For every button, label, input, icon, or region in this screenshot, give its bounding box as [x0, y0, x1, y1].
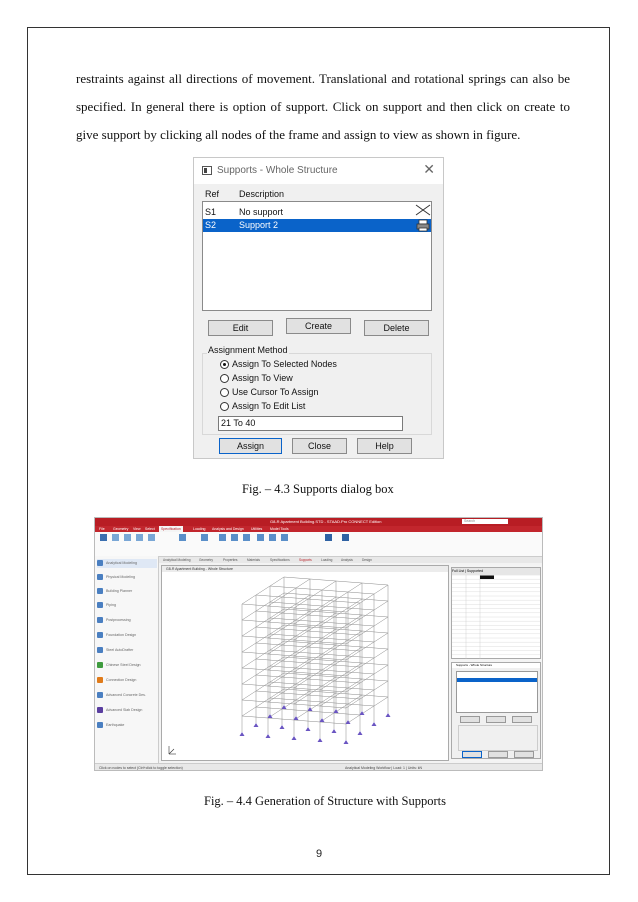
frame-member — [294, 672, 320, 674]
frame-member — [320, 610, 346, 612]
app-titlebar — [95, 518, 542, 526]
frame-member — [268, 606, 294, 608]
edit-button[interactable]: Edit — [208, 320, 273, 336]
frame-member — [294, 720, 320, 722]
figure-caption-4-4: Fig. – 4.4 Generation of Structure with Supports — [204, 794, 446, 808]
frame-member — [294, 656, 320, 658]
frame-member — [268, 670, 294, 672]
frame-member — [334, 601, 360, 603]
workflow-icon — [97, 707, 103, 713]
support-list[interactable] — [202, 201, 432, 311]
dialog-titlebar — [194, 158, 443, 184]
frame-member — [256, 659, 282, 661]
sidebar-item-earthquake[interactable]: Earthquake — [97, 721, 157, 730]
status-left: Click on nodes to select (Ctrl+click to toggle selection) — [99, 766, 183, 770]
delete-x-icon[interactable] — [415, 204, 431, 216]
frame-member — [268, 638, 294, 640]
model-viewport[interactable] — [161, 565, 449, 761]
sidebar-item-connection-design[interactable]: Connection Design — [97, 676, 157, 685]
frame-member — [270, 577, 284, 586]
tab[interactable]: Analysis — [341, 558, 353, 562]
frame-member — [256, 691, 282, 693]
ribbon-button[interactable] — [146, 534, 156, 541]
support-marker-icon — [266, 734, 271, 738]
supports-dialog — [193, 157, 444, 459]
support-marker-icon — [358, 731, 363, 735]
frame-member — [334, 713, 360, 715]
frame-member — [242, 595, 256, 604]
frame-member — [374, 649, 388, 658]
frame-member — [256, 595, 282, 597]
workflow-icon — [97, 722, 103, 728]
mini-assignment-group — [458, 725, 538, 751]
ribbon-button[interactable] — [217, 534, 227, 541]
tab[interactable]: Loading — [321, 558, 333, 562]
frame-member — [320, 674, 346, 676]
frame-member — [242, 643, 256, 652]
mini-dialog-title: Supports - Whole Structure — [452, 663, 540, 668]
frame-member — [334, 697, 360, 699]
ribbon-button[interactable] — [267, 534, 277, 541]
workflow-icon — [97, 647, 103, 653]
frame-member — [336, 581, 362, 583]
frame-member — [242, 675, 256, 684]
list-item-selected[interactable]: S2 Support 2 — [203, 219, 431, 232]
frame-member — [282, 645, 308, 647]
body-paragraph: restraints against all directions of movement. Translational and rotational springs can also be specified. In general there is option of support. Click on support and then click on create to give support by clicking all nodes of the frame and assign to view as shown in figure. — [76, 71, 570, 142]
frame-member — [294, 688, 320, 690]
mini-delete-button[interactable] — [512, 716, 532, 723]
frame-member — [334, 681, 360, 683]
ribbon-button[interactable] — [98, 534, 108, 541]
mini-create-button[interactable] — [486, 716, 506, 723]
menu-item[interactable]: Geometry — [113, 527, 129, 531]
viewport-title: G8-R Apartment Building - Whole Structure — [162, 566, 448, 572]
frame-member — [296, 588, 322, 590]
menu-item[interactable]: Model Tools — [270, 527, 289, 531]
workflow-icon — [97, 662, 103, 668]
frame-member — [268, 686, 294, 688]
workflow-icon — [97, 574, 103, 580]
workflow-icon — [97, 560, 103, 566]
frame-member — [320, 706, 346, 708]
support-marker-icon — [372, 722, 377, 726]
frame-member — [334, 633, 360, 635]
tab[interactable]: Materials — [247, 558, 260, 562]
support-marker-icon — [344, 740, 349, 744]
frame-member — [320, 626, 346, 628]
tab[interactable]: Analytical Modeling — [163, 558, 191, 562]
frame-member — [242, 627, 256, 636]
frame-member — [242, 604, 268, 606]
frame-member — [256, 675, 282, 677]
frame-member — [242, 652, 268, 654]
support-marker-icon — [386, 713, 391, 717]
tab-supports-active[interactable]: Supports — [299, 558, 312, 562]
frame-member — [320, 658, 346, 660]
radio-assign-edit-list[interactable]: Assign To Edit List — [220, 401, 305, 411]
status-right: Analytical Modeling Workflow | Load: 1 | Units: kN — [345, 766, 423, 770]
column-header-ref: Ref — [205, 189, 220, 199]
frame-member — [308, 663, 334, 665]
close-icon[interactable]: ✕ — [423, 161, 435, 177]
frame-member — [334, 665, 360, 667]
frame-member — [282, 677, 308, 679]
dialog-title: Supports - Whole Structure — [217, 165, 338, 176]
radio-unchecked-icon — [220, 388, 229, 397]
frame-member — [348, 583, 362, 592]
ribbon-button[interactable] — [340, 534, 350, 541]
tab[interactable]: Properties — [223, 558, 238, 562]
structure-frame-drawing — [162, 572, 448, 760]
close-button[interactable]: Close — [292, 438, 347, 454]
mini-assign-button[interactable] — [462, 751, 482, 758]
frame-member — [282, 661, 308, 663]
frame-member — [256, 611, 282, 613]
frame-member — [308, 695, 334, 697]
frame-member — [270, 586, 296, 588]
assign-button[interactable]: Assign — [219, 438, 282, 454]
mini-list-selected-row[interactable] — [457, 678, 537, 682]
frame-member — [268, 718, 294, 720]
ribbon-button[interactable] — [134, 534, 144, 541]
page-number: 9 — [315, 848, 323, 860]
frame-member — [256, 707, 282, 709]
sidebar-item-foundation-design[interactable]: Foundation Design — [97, 631, 157, 640]
assignment-method-label: Assignment Method — [208, 345, 288, 355]
frame-member — [294, 624, 320, 626]
frame-member — [310, 579, 336, 581]
tab[interactable]: Geometry — [199, 558, 213, 562]
ribbon-button[interactable] — [229, 534, 239, 541]
frame-member — [268, 654, 294, 656]
support-table-grid — [452, 575, 540, 659]
radio-unchecked-icon — [220, 374, 229, 383]
workflow-icon — [97, 588, 103, 594]
frame-member — [348, 592, 374, 594]
figure-caption-4-3: Fig. – 4.3 Supports dialog box — [242, 482, 394, 496]
support-marker-icon — [280, 725, 285, 729]
ribbon-button[interactable] — [199, 534, 209, 541]
frame-member — [296, 579, 310, 588]
list-item[interactable]: S1 No support — [205, 207, 284, 217]
workflow-sidebar — [95, 556, 159, 763]
sidebar-item-steel-autodrafter[interactable]: Steel AutoDrafter — [97, 646, 157, 655]
radio-checked-icon — [220, 360, 229, 369]
menu-item[interactable]: Utilities — [251, 527, 263, 531]
radio-assign-to-view[interactable]: Assign To View — [220, 373, 293, 383]
ribbon-button[interactable] — [255, 534, 265, 541]
tab[interactable]: Specifications — [270, 558, 290, 562]
frame-member — [282, 709, 308, 711]
frame-member — [374, 617, 388, 626]
frame-member — [374, 633, 388, 642]
support-marker-icon — [240, 732, 245, 736]
menu-item[interactable]: View — [133, 527, 141, 531]
delete-button[interactable]: Delete — [364, 320, 429, 336]
frame-member — [320, 642, 346, 644]
frame-member — [374, 681, 388, 690]
app-title: G8-R Apartment Building.STD - STAAD.Pro CONNECT Edition — [270, 519, 382, 524]
menu-item[interactable]: Loading — [193, 527, 206, 531]
frame-member — [362, 583, 388, 585]
sidebar-item-building-planner[interactable]: Building Planner — [97, 587, 157, 596]
support-table-header: Full List | Supported — [452, 568, 540, 575]
frame-member — [374, 697, 388, 706]
frame-member — [308, 631, 334, 633]
frame-member — [256, 627, 282, 629]
frame-member — [242, 700, 268, 702]
menu-item-active[interactable]: Specification — [161, 527, 181, 531]
sidebar-item-postprocessing[interactable]: Postprocessing — [97, 616, 157, 625]
ribbon-button[interactable] — [279, 534, 289, 541]
workflow-icon — [97, 692, 103, 698]
radio-unchecked-icon — [220, 402, 229, 411]
frame-member — [308, 615, 334, 617]
sidebar-item-physical-modeling[interactable]: Physical Modeling — [97, 573, 157, 582]
support-marker-icon — [318, 738, 323, 742]
frame-member — [256, 586, 270, 595]
frame-member — [268, 702, 294, 704]
right-panel — [450, 565, 543, 761]
frame-member — [334, 649, 360, 651]
frame-member — [294, 640, 320, 642]
mini-edit-button[interactable] — [460, 716, 480, 723]
tab[interactable]: Design — [362, 558, 372, 562]
menu-item[interactable]: Analysis and Design — [212, 527, 244, 531]
create-button[interactable]: Create — [286, 318, 351, 334]
radio-assign-selected-nodes[interactable]: Assign To Selected Nodes — [220, 359, 337, 369]
sidebar-item-chinese-steel-design[interactable]: Chinese Steel Design — [97, 661, 157, 670]
frame-member — [242, 707, 256, 716]
frame-member — [374, 601, 388, 610]
support-marker-icon — [332, 729, 337, 733]
workflow-icon — [97, 617, 103, 623]
menu-item[interactable]: Select — [145, 527, 155, 531]
radio-use-cursor[interactable]: Use Cursor To Assign — [220, 387, 318, 397]
edit-list-input[interactable]: 21 To 40 — [218, 416, 403, 431]
sidebar-item-advanced-slab[interactable]: Advanced Slab Design — [97, 706, 157, 715]
mini-close-button[interactable] — [488, 751, 508, 758]
help-button[interactable]: Help — [357, 438, 412, 454]
frame-member — [242, 684, 268, 686]
support-marker-icon — [306, 727, 311, 731]
frame-member — [374, 585, 388, 594]
ribbon-button[interactable] — [110, 534, 120, 541]
sidebar-item-advanced-concrete[interactable]: Advanced Concrete Des. — [97, 691, 157, 700]
ribbon-button[interactable] — [323, 534, 333, 541]
frame-member — [242, 611, 256, 620]
frame-member — [308, 647, 334, 649]
axis-triad-icon — [166, 744, 178, 756]
frame-member — [242, 659, 256, 668]
frame-member — [374, 665, 388, 674]
frame-member — [242, 636, 268, 638]
staad-screenshot — [94, 517, 543, 771]
frame-member — [308, 679, 334, 681]
column-header-description: Description — [239, 189, 285, 199]
search-input[interactable]: Search — [462, 519, 508, 524]
status-bar — [95, 763, 542, 771]
frame-member — [320, 722, 346, 724]
support-marker-icon — [254, 723, 259, 727]
mini-supports-dialog — [451, 662, 541, 759]
sidebar-item-piping[interactable]: Piping — [97, 601, 157, 610]
frame-member — [294, 704, 320, 706]
frame-member — [242, 691, 256, 700]
sidebar-item-analytical-modeling[interactable]: Analytical Modeling — [97, 559, 157, 568]
table-selected-cell — [480, 576, 494, 580]
frame-member — [284, 577, 310, 579]
frame-member — [282, 629, 308, 631]
frame-member — [294, 608, 320, 610]
frame-member — [242, 668, 268, 670]
workflow-icon — [97, 632, 103, 638]
frame-member — [282, 597, 308, 599]
frame-member — [282, 693, 308, 695]
mini-support-list[interactable] — [456, 671, 538, 713]
frame-member — [334, 617, 360, 619]
frame-member — [242, 716, 268, 718]
page-control-tabs — [159, 557, 543, 563]
ribbon-button[interactable] — [177, 534, 187, 541]
frame-member — [322, 581, 336, 590]
workflow-icon — [97, 602, 103, 608]
frame-member — [242, 620, 268, 622]
ribbon-toolbar — [95, 532, 542, 557]
frame-member — [322, 590, 348, 592]
dialog-window-icon — [202, 166, 212, 175]
support-marker-icon — [292, 736, 297, 740]
support-table[interactable] — [451, 567, 541, 659]
frame-member — [308, 599, 334, 601]
menu-item[interactable]: File — [99, 527, 105, 531]
frame-member — [320, 690, 346, 692]
frame-member — [268, 622, 294, 624]
frame-member — [256, 643, 282, 645]
printer-icon[interactable] — [416, 219, 430, 232]
mini-help-button[interactable] — [514, 751, 534, 758]
workflow-icon — [97, 677, 103, 683]
frame-member — [308, 711, 334, 713]
ribbon-button[interactable] — [241, 534, 251, 541]
frame-member — [282, 613, 308, 615]
ribbon-button[interactable] — [122, 534, 132, 541]
